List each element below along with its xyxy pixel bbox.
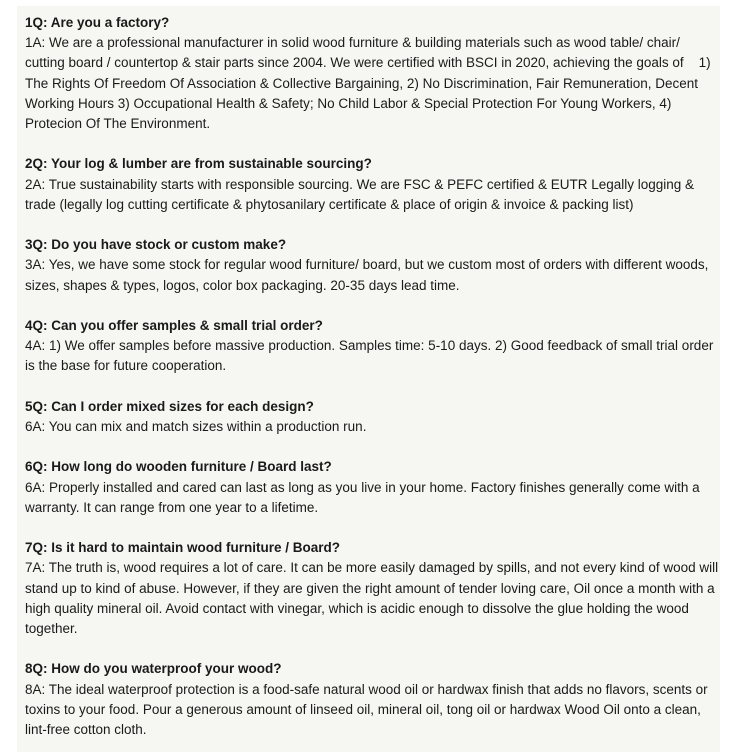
- faq-answer: 7A: The truth is, wood requires a lot of care. It can be more easily damaged by spills, and not every kind of wood will stand up to kind of abuse. However, if they are given the right amount of tender loving care, Oil once a month with a high quality mineral oil. Avoid contact with vinegar, which is acidic enough to dissolve the glue holding the wood together.: [25, 560, 722, 636]
- faq-question: 7Q: Is it hard to maintain wood furniture / Board?: [25, 540, 341, 556]
- faq-answer: 6A: You can mix and match sizes within a production run.: [25, 419, 367, 434]
- faq-item-1: [25, 13, 720, 134]
- faq-panel: [17, 6, 720, 752]
- faq-item-8: [25, 659, 720, 740]
- faq-question: 3Q: Do you have stock or custom make?: [25, 237, 287, 253]
- faq-item-2: [25, 154, 720, 215]
- faq-item-4: [25, 316, 720, 377]
- faq-item-7: [25, 538, 720, 639]
- faq-answer: 8A: The ideal waterproof protection is a food-safe natural wood oil or hardwax finish that adds no flavors, scents or toxins to your food. Pour a generous amount of linseed oil, mineral oil, tong oil or hardwax Wood Oil onto a clean, lint-free cotton cloth.: [25, 681, 712, 737]
- faq-answer: 3A: Yes, we have some stock for regular wood furniture/ board, but we custom most of orders with different woods, sizes, shapes & types, logos, color box packaging. 20-35 days lead time.: [25, 257, 713, 293]
- faq-answer: 4A: 1) We offer samples before massive production. Samples time: 5-10 days. 2) Good feedback of small trial order is the base for future cooperation.: [25, 338, 718, 374]
- faq-question: 1Q: Are you a factory?: [25, 15, 170, 30]
- faq-question: 8Q: How do you waterproof your wood?: [25, 661, 282, 677]
- faq-item-5: [25, 397, 720, 437]
- faq-item-3: [25, 235, 720, 296]
- faq-question: 6Q: How long do wooden furniture / Board last?: [25, 459, 332, 475]
- faq-answer: 2A: True sustainability starts with responsible sourcing. We are FSC & PEFC certified & EUTR Legally logging & trade (legally log cutting certificate & phytosanilary certificate & place of origin & invoice & packing list): [25, 176, 698, 212]
- faq-answer: 6A: Properly installed and cared can last as long as you live in your home. Factory finishes generally come with a warranty. It can range from one year to a lifetime.: [25, 479, 704, 515]
- faq-question: 2Q: Your log & lumber are from sustainable sourcing?: [25, 156, 372, 172]
- faq-answer: 1A: We are a professional manufacturer in solid wood furniture & building materials such as wood table/ chair/ cutting board / countertop & stair parts since 2004. We were certified with BSCI in 2020, achieving the goals of 1) The Rights Of Freedom Of Association & Collective Bargaining, 2) No Discrimination, Fair Remuneration, Decent Working Hours 3) Occupational Health & Safety; No Child Labor & Special Protection For Young Workers, 4) Protecion Of The Environment.: [25, 35, 715, 132]
- faq-item-6: [25, 457, 720, 518]
- faq-question: 5Q: Can I order mixed sizes for each design?: [25, 398, 314, 414]
- faq-question: 4Q: Can you offer samples & small trial order?: [25, 318, 323, 333]
